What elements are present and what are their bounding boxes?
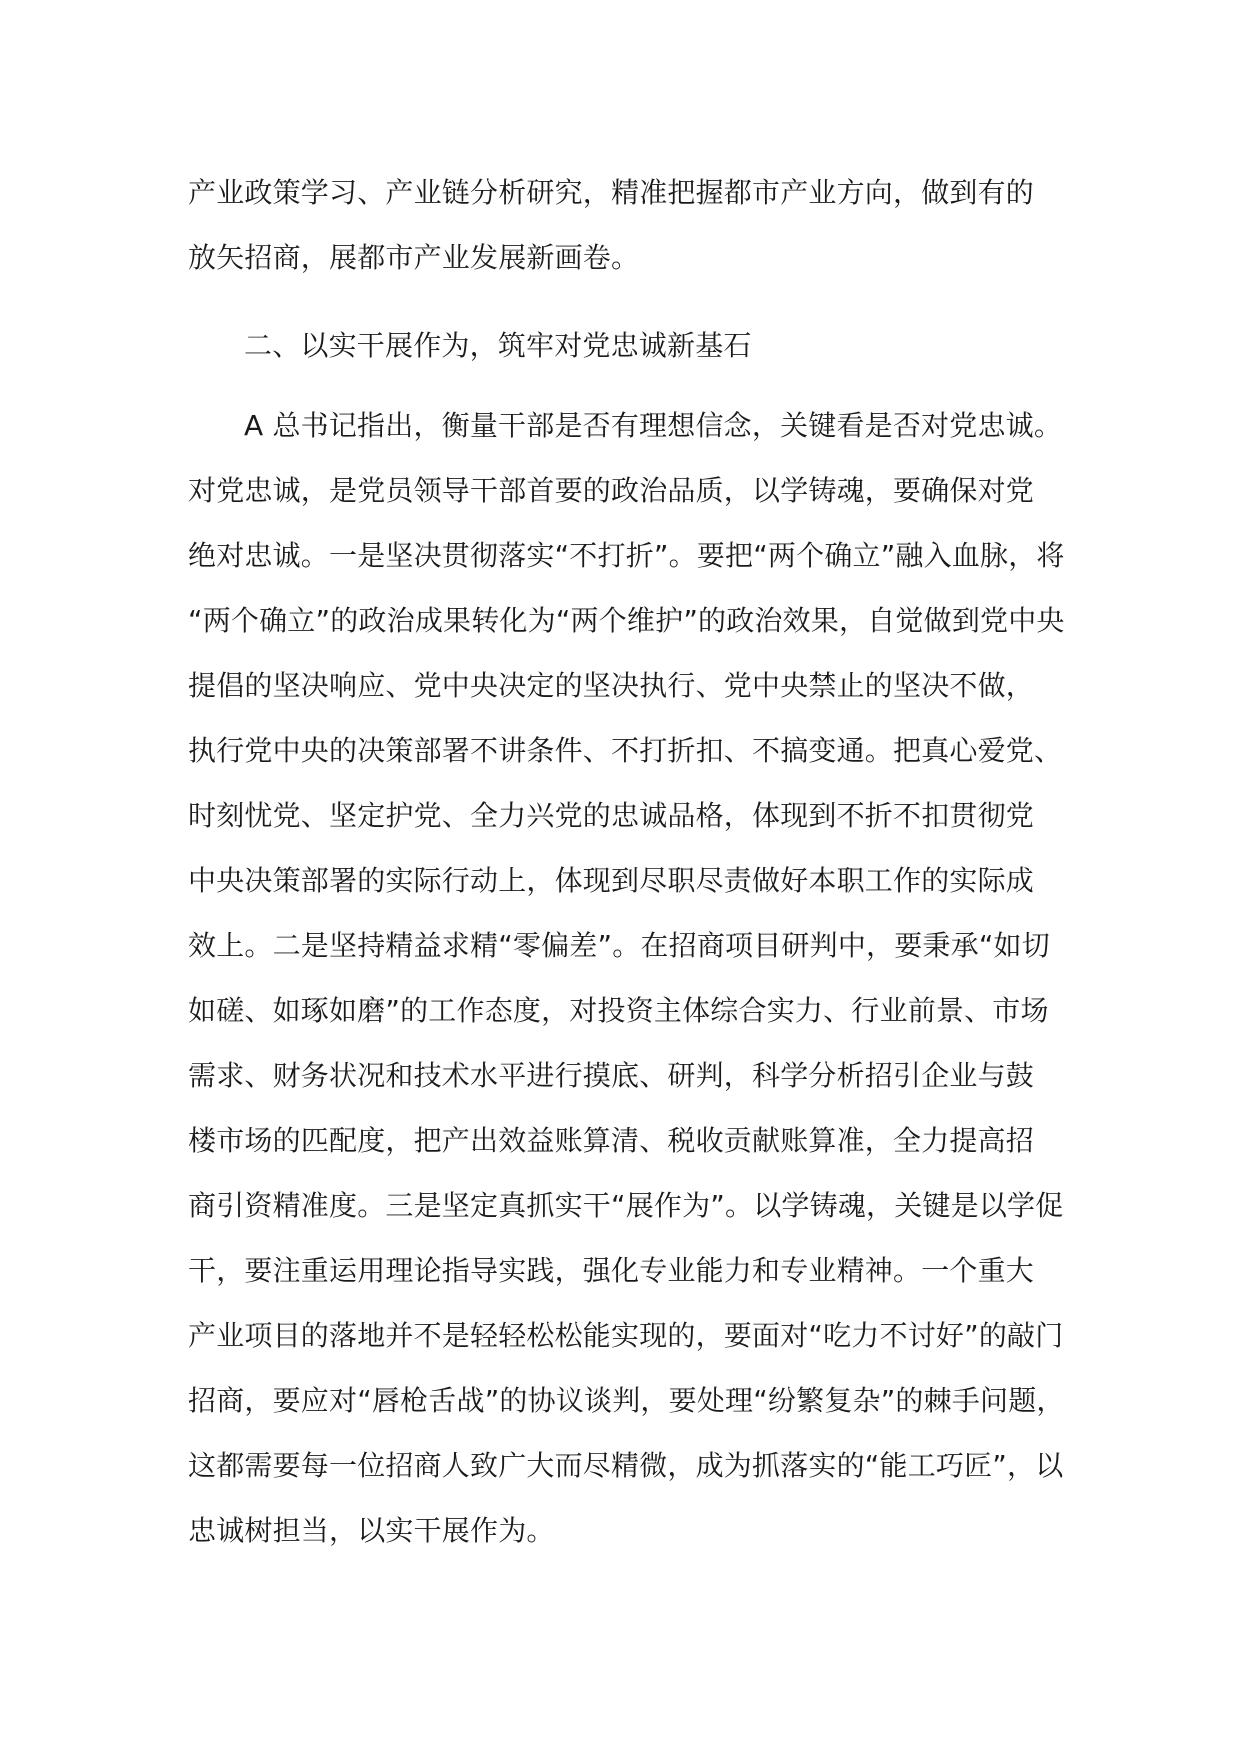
paragraph-line: 对党忠诚，是党员领导干部首要的政治品质，以学铸魂，要确保对党 [188, 474, 1035, 507]
paragraph-line: 中央决策部署的实际行动上，体现到尽职尽责做好本职工作的实际成 [188, 864, 1035, 897]
paragraph-line: 产业政策学习、产业链分析研究，精准把握都市产业方向，做到有的 [188, 176, 1035, 209]
paragraph-line: 忠诚树担当，以实干展作为。 [188, 1514, 555, 1547]
paragraph-body [188, 393, 1068, 1563]
paragraph-line: “两个确立”的政治成果转化为“两个维护”的政治效果，自觉做到党中央 [188, 604, 1065, 637]
paragraph-line: 放矢招商，展都市产业发展新画卷。 [188, 241, 640, 274]
paragraph-line: 执行党中央的决策部署不讲条件、不打折扣、不搞变通。把真心爱党、 [188, 734, 1063, 767]
paragraph-line: 如磋、如琢如磨”的工作态度，对投资主体综合实力、行业前景、市场 [188, 994, 1049, 1027]
paragraph-line: 产业项目的落地并不是轻轻松松能实现的，要面对“吃力不讨好”的敲门 [188, 1319, 1064, 1352]
paragraph-line: A 总书记指出，衡量干部是否有理想信念，关键看是否对党忠诚。 [244, 409, 1063, 442]
paragraph-line: 商引资精准度。三是坚定真抓实干“展作为”。以学铸魂，关键是以学促 [188, 1189, 1064, 1222]
paragraph-line: 效上。二是坚持精益求精“零偏差”。在招商项目研判中，要秉承“如切 [188, 929, 1050, 962]
paragraph-continued [188, 160, 1068, 290]
paragraph-line: 提倡的坚决响应、党中央决定的坚决执行、党中央禁止的坚决不做， [188, 669, 1035, 702]
paragraph-line: 楼市场的匹配度，把产出效益账算清、税收贡献账算准，全力提高招 [188, 1124, 1035, 1157]
paragraph-line: 需求、财务状况和技术水平进行摸底、研判，科学分析招引企业与鼓 [188, 1059, 1035, 1092]
paragraph-line: 招商，要应对“唇枪舌战”的协议谈判，要处理“纷繁复杂”的棘手问题， [188, 1384, 1065, 1417]
paragraph-line: 这都需要每一位招商人致广大而尽精微，成为抓落实的“能工巧匠”，以 [188, 1449, 1064, 1482]
section-heading-text: 二、以实干展作为，筑牢对党忠诚新基石 [244, 329, 752, 362]
paragraph-line: 时刻忧党、坚定护党、全力兴党的忠诚品格，体现到不折不扣贯彻党 [188, 799, 1035, 832]
paragraph-line: 干，要注重运用理论指导实践，强化专业能力和专业精神。一个重大 [188, 1254, 1035, 1287]
paragraph-line: 绝对忠诚。一是坚决贯彻落实“不打折”。要把“两个确立”融入血脉，将 [188, 539, 1065, 572]
section-heading [188, 313, 1068, 378]
